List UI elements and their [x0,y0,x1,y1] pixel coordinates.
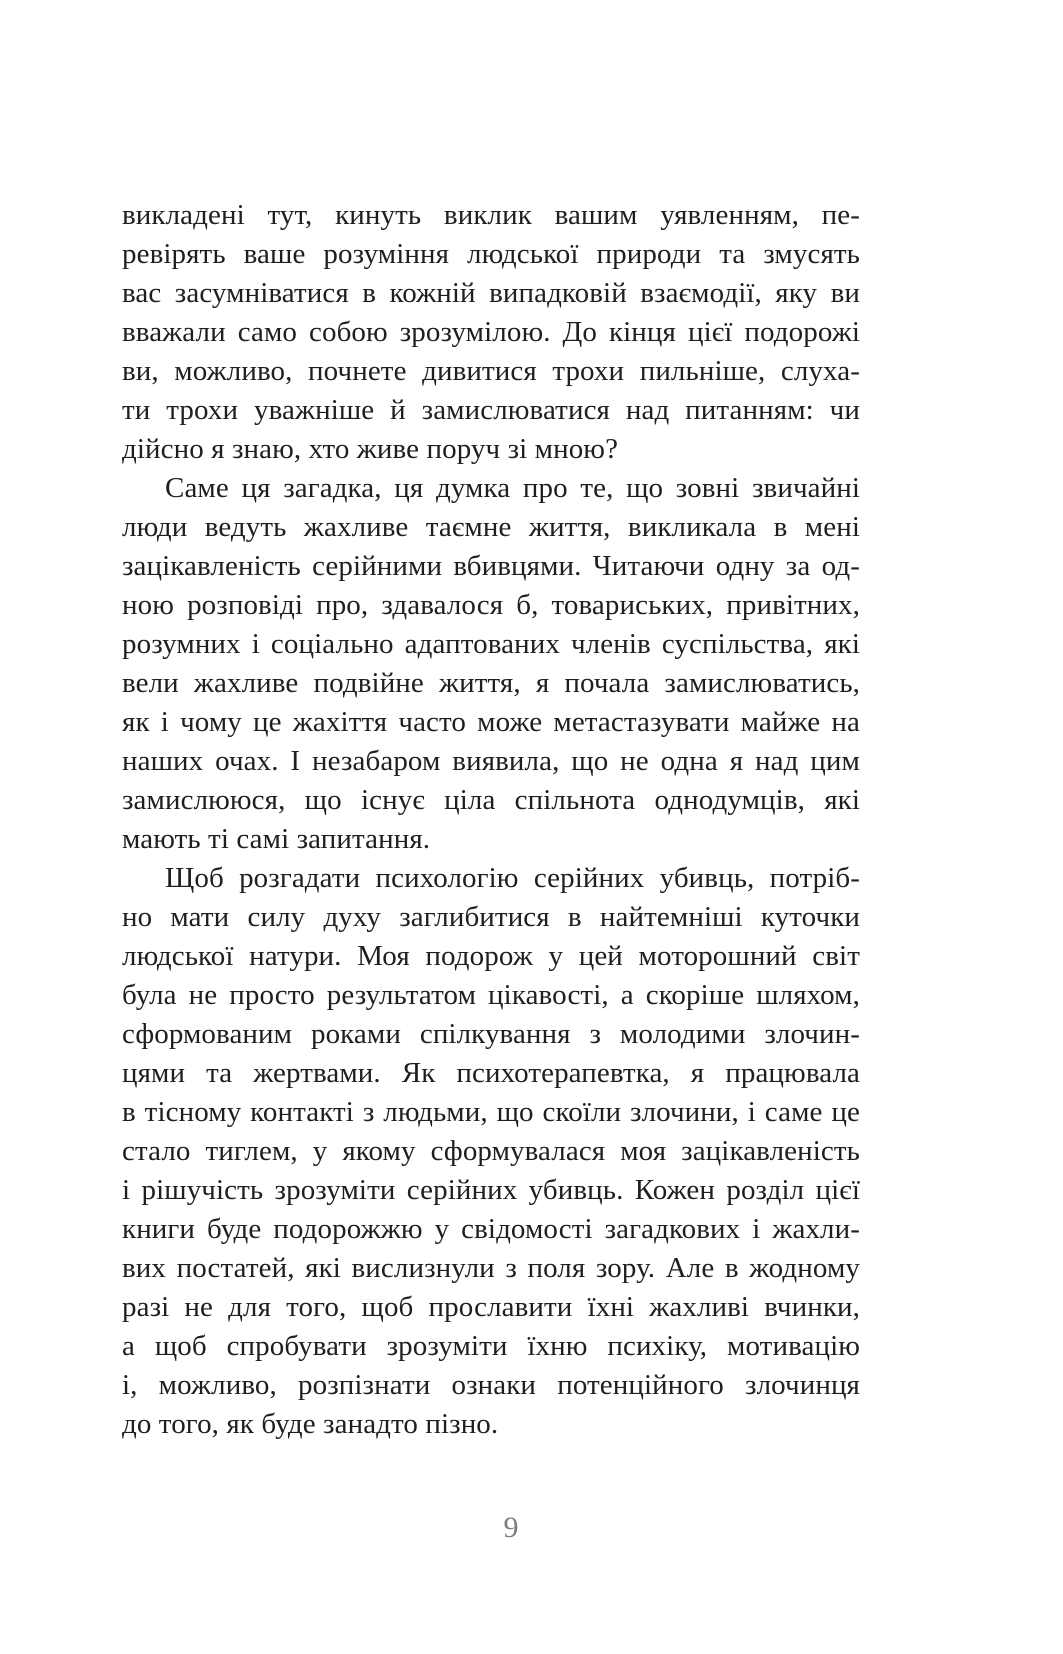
text-line: була не просто результатом цікавості, а скоріше шляхом, [122,979,860,1011]
text-line: ти трохи уважніше й замислюватися над питанням: чи [122,394,860,426]
page-text-block [122,196,860,1444]
text-line: но мати силу духу заглибитися в найтемніші куточки [122,901,860,933]
text-line: вих постатей, які вислизнули з поля зору. Але в жодному [122,1252,860,1284]
text-line: Саме ця загадка, ця думка про те, що зовні звичайні [165,472,860,504]
text-line: вас засумніватися в кожній випадковій взаємодії, яку ви [122,277,860,309]
text-line: стало тиглем, у якому сформувалася моя зацікавленість [122,1135,860,1167]
paragraph [122,859,860,1444]
text-line: дійсно я знаю, хто живе поруч зі мною? [122,433,619,465]
text-line: до того, як буде занадто пізно. [122,1408,499,1440]
text-line: зацікавленість серійними вбивцями. Читаючи одну за од- [122,550,860,582]
text-line: ревірять ваше розуміння людської природи та змусять [122,238,860,270]
text-line: сформованим роками спілкування з молодими злочин- [122,1018,860,1050]
text-line: книги буде подорожжю у свідомості загадкових і жахли- [122,1213,860,1245]
text-line: ви, можливо, почнете дивитися трохи пильніше, слуха- [122,355,860,387]
text-line: і рішучість зрозуміти серійних убивць. Кожен розділ цієї [122,1174,860,1206]
text-line: мають ті самі запитання. [122,823,431,855]
text-line: разі не для того, щоб прославити їхні жахливі вчинки, [122,1291,860,1323]
text-line: наших очах. І незабаром виявила, що не одна я над цим [122,745,860,777]
text-line: розумних і соціально адаптованих членів суспільства, які [122,628,860,660]
text-line: ною розповіді про, здавалося б, товариських, привітних, [122,589,860,621]
text-line: людської натури. Моя подорож у цей моторошний світ [122,940,860,972]
text-line: замислююся, що існує ціла спільнота однодумців, які [122,784,860,816]
text-line: Щоб розгадати психологію серійних убивць, потріб- [165,862,860,894]
page-number: 9 [503,1511,519,1544]
text-line: і, можливо, розпізнати ознаки потенційного злочинця [122,1369,860,1401]
text-line: цями та жертвами. Як психотерапевтка, я працювала [122,1057,860,1089]
text-line: як і чому це жахіття часто може метастазувати майже на [122,706,860,738]
text-line: вважали само собою зрозумілою. До кінця цієї подорожі [122,316,860,348]
text-line: люди ведуть жахливе таємне життя, викликала в мені [122,511,860,543]
text-line: а щоб спробувати зрозуміти їхню психіку, мотивацію [122,1330,860,1362]
paragraph [122,196,860,469]
text-line: викладені тут, кинуть виклик вашим уявленням, пе- [122,199,860,231]
paragraph [122,469,860,859]
text-line: в тісному контакті з людьми, що скоїли злочини, і саме це [122,1096,860,1128]
text-line: вели жахливе подвійне життя, я почала замислюватись, [122,667,860,699]
